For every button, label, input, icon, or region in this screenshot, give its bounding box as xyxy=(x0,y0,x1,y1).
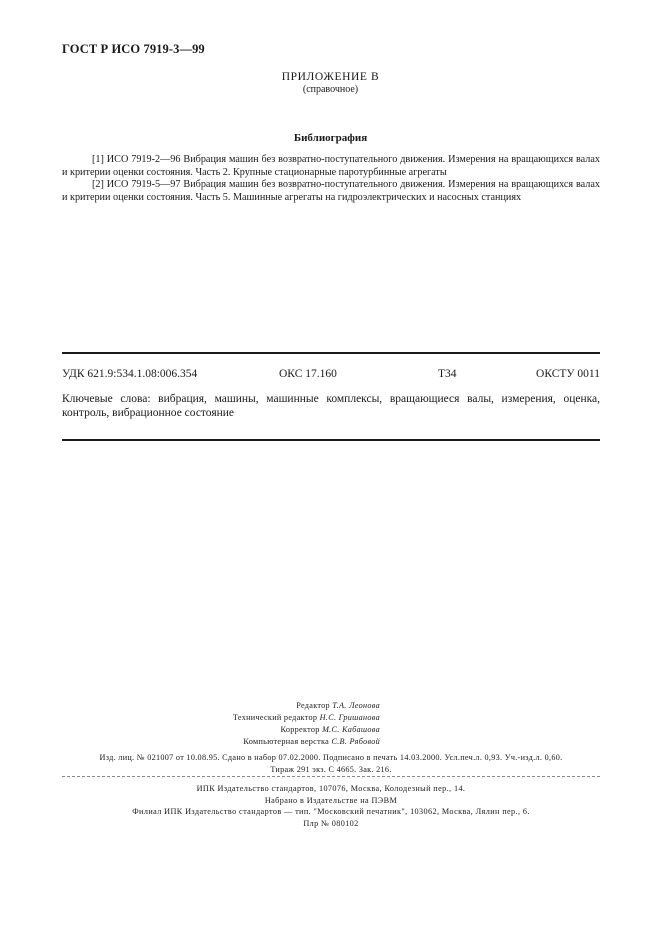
print-info-line: Изд. лиц. № 021007 от 10.08.95. Сдано в набор 07.02.2000. Подписано в печать 14.03.2000. Усл.печ.л. 0,93. Уч.-изд.л. 0,60. xyxy=(99,753,563,762)
oks-code: ОКС 17.160 xyxy=(279,368,337,380)
print-info xyxy=(62,752,600,775)
dashed-divider xyxy=(62,776,600,777)
bibliography-title: Библиография xyxy=(293,132,368,144)
credits-block xyxy=(200,700,380,748)
publisher-line: Набрано в Издательстве на ПЭВМ xyxy=(264,795,398,805)
standard-designation: ГОСТ Р ИСО 7919-3—99 xyxy=(62,42,205,56)
print-info-line: Тираж 291 экз. С 4665. Зак. 216. xyxy=(270,764,392,774)
publisher-line: ИПК Издательство стандартов, 107076, Москва, Колодезный пер., 14. xyxy=(196,784,466,793)
credit-layout xyxy=(200,736,380,748)
credit-role: Компьютерная верстка xyxy=(243,737,330,746)
bibliography-item: [2] ИСО 7919-5—97 Вибрация машин без возвратно-поступательного движения. Измерения на вращающихся валах и критерии оценки состояния. Часть 5. Машинные агрегаты на гидроэлектрических и насосных станциях xyxy=(62,179,600,203)
credit-editor xyxy=(200,700,380,712)
credit-role: Технический редактор xyxy=(232,713,318,722)
credit-name: С.В. Рябовой xyxy=(331,737,380,746)
credit-name: Т.А. Леонова xyxy=(332,701,380,710)
credit-name: М.С. Кабашова xyxy=(322,725,380,734)
keywords: Ключевые слова: вибрация, машины, машинные комплексы, вращающиеся валы, измерения, оценка, контроль, вибрационное состояние xyxy=(62,393,600,419)
okstu-code: ОКСТУ 0011 xyxy=(536,368,600,380)
appendix-title: ПРИЛОЖЕНИЕ В xyxy=(281,71,380,83)
credit-proofreader xyxy=(200,724,380,736)
publisher-line: Филиал ИПК Издательство стандартов — тип. "Московский печатник", 103062, Москва, Лялин пер., 6. xyxy=(132,807,530,816)
credit-name: Н.С. Гришанова xyxy=(319,713,380,722)
udk-code: УДК 621.9:534.1.08:006.354 xyxy=(62,368,198,380)
divider-top xyxy=(62,352,600,354)
publisher-line: Плр № 080102 xyxy=(303,818,359,828)
classification-codes xyxy=(62,367,600,381)
credit-role: Корректор xyxy=(280,725,320,734)
bibliography-list xyxy=(62,154,600,204)
credit-tech-editor xyxy=(200,712,380,724)
publisher-info xyxy=(62,783,600,829)
credit-role: Редактор xyxy=(296,701,330,710)
divider-bottom xyxy=(62,439,600,441)
t-code: Т34 xyxy=(438,368,457,380)
bibliography-item: [1] ИСО 7919-2—96 Вибрация машин без возвратно-поступательного движения. Измерения на вращающихся валах и критерии оценки состояния. Часть 2. Крупные стационарные паротурбинные агрегаты xyxy=(62,154,600,178)
appendix-subtitle: (справочное) xyxy=(302,84,359,95)
